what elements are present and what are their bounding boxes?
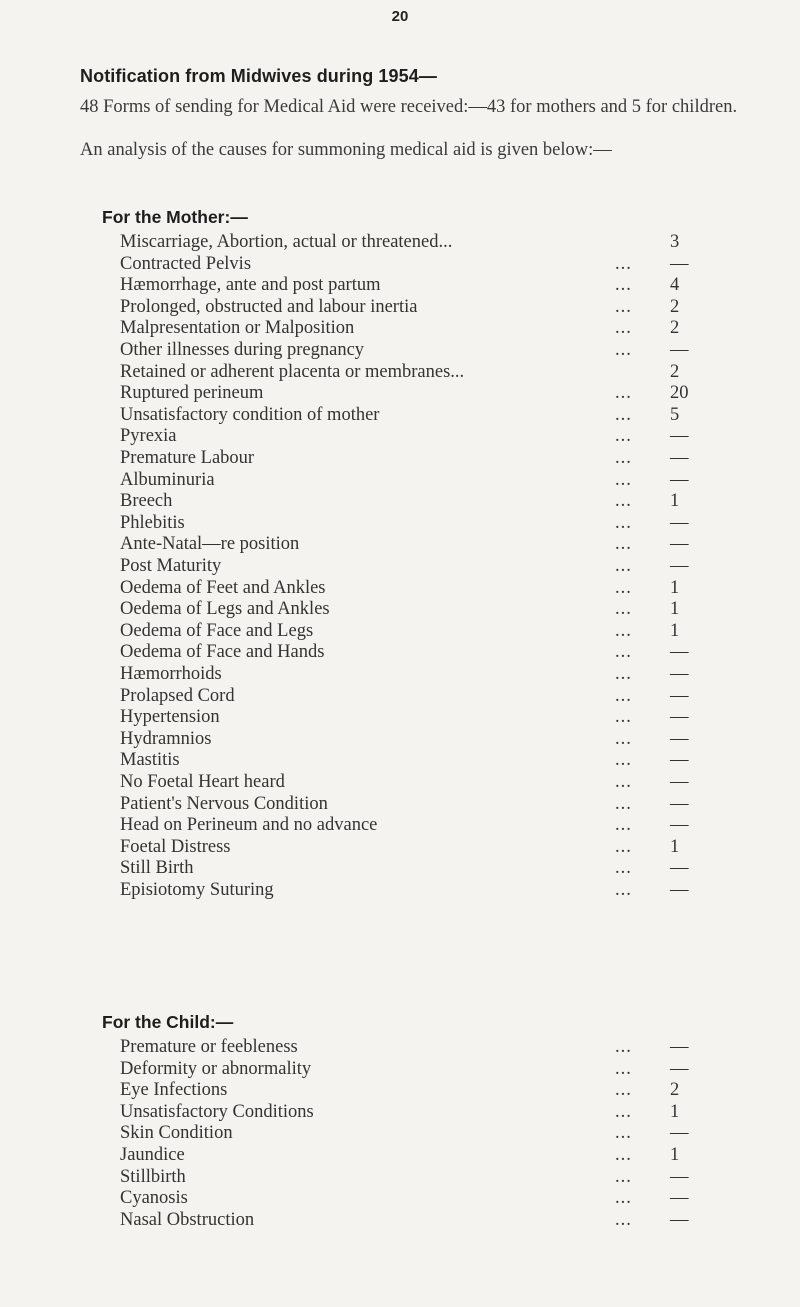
cause-row — [120, 425, 700, 447]
leader-dots: ... — [615, 340, 632, 360]
cause-row — [120, 706, 700, 728]
cause-row — [120, 577, 700, 599]
child-section-title: For the Child:— — [102, 1012, 234, 1032]
leader-dots: ... — [615, 599, 632, 620]
cause-count: 1 — [670, 1101, 680, 1122]
leader-dots: ... — [615, 858, 632, 879]
cause-count: 3 — [670, 232, 680, 252]
mother-section-title: For the Mother:— — [102, 207, 248, 227]
cause-row — [120, 512, 700, 534]
cause-label: Mastitis — [120, 750, 180, 771]
cause-label: No Foetal Heart heard — [120, 772, 285, 792]
cause-label: Unsatisfactory Conditions — [120, 1101, 314, 1122]
cause-count: — — [670, 858, 689, 879]
cause-count: — — [670, 426, 689, 447]
leader-dots: ... — [615, 793, 632, 814]
cause-label: Phlebitis — [120, 512, 185, 533]
cause-count: — — [670, 685, 689, 706]
cause-row — [120, 793, 700, 815]
cause-label: Post Maturity — [120, 556, 222, 576]
cause-count: — — [670, 815, 689, 836]
cause-count: — — [670, 340, 689, 360]
cause-row — [120, 728, 700, 750]
cause-row — [120, 663, 700, 685]
cause-label: Hydramnios — [120, 728, 212, 749]
cause-row — [120, 1122, 700, 1144]
cause-count: — — [670, 664, 689, 684]
cause-row — [120, 274, 700, 296]
leader-dots: ... — [615, 577, 632, 598]
cause-count: — — [670, 707, 689, 728]
leader-dots: ... — [615, 1209, 632, 1230]
cause-label: Premature Labour — [120, 448, 255, 468]
cause-count: 2 — [670, 318, 680, 339]
cause-count: 1 — [670, 491, 680, 512]
leader-dots: ... — [615, 383, 632, 404]
cause-row — [120, 641, 700, 663]
leader-dots: ... — [615, 1080, 632, 1101]
leader-dots: ... — [615, 620, 632, 641]
cause-row — [120, 620, 700, 642]
leader-dots: ... — [615, 836, 632, 857]
leader-dots: ... — [615, 534, 632, 555]
leader-dots: ... — [615, 1188, 632, 1209]
page-number: 20 — [391, 8, 409, 25]
leader-dots: ... — [615, 296, 632, 317]
cause-count: 5 — [670, 404, 680, 425]
cause-label: Oedema of Face and Hands — [120, 642, 325, 663]
leader-dots: ... — [615, 275, 632, 296]
cause-label: Deformity or abnormality — [120, 1058, 312, 1079]
cause-row — [120, 685, 700, 707]
cause-row — [120, 231, 700, 253]
cause-count: — — [670, 469, 689, 490]
analysis-paragraph: An analysis of the causes for summoning medical aid is given below:— — [80, 140, 612, 160]
leader-dots: ... — [615, 707, 632, 728]
leader-dots: ... — [615, 685, 632, 706]
cause-row — [120, 1036, 700, 1058]
leader-dots: ... — [615, 426, 632, 447]
leader-dots: ... — [615, 491, 632, 512]
leader-dots: ... — [615, 556, 632, 576]
cause-count: — — [670, 1123, 689, 1144]
cause-row — [120, 814, 700, 836]
cause-label: Still Birth — [120, 858, 194, 879]
leader-dots: ... — [615, 1101, 632, 1122]
leader-dots: ... — [615, 469, 632, 490]
cause-count: — — [670, 556, 689, 576]
cause-row — [120, 555, 700, 577]
cause-label: Foetal Distress — [120, 836, 231, 857]
leader-dots: ... — [615, 253, 632, 274]
cause-label: Eye Infections — [120, 1080, 228, 1101]
cause-label: Prolonged, obstructed and labour inertia — [120, 296, 418, 317]
cause-label: Skin Condition — [120, 1123, 233, 1144]
cause-label: Head on Perineum and no advance — [120, 815, 378, 836]
cause-count: 2 — [670, 296, 680, 317]
cause-row — [120, 296, 700, 318]
cause-label: Ante-Natal—re position — [120, 534, 300, 555]
leader-dots: ... — [615, 448, 632, 468]
cause-label: Hypertension — [120, 707, 220, 728]
cause-count: 2 — [670, 1080, 680, 1101]
leader-dots: ... — [615, 1123, 632, 1144]
leader-dots: ... — [615, 750, 632, 771]
cause-label: Premature or feebleness — [120, 1037, 298, 1057]
cause-row — [120, 1166, 700, 1188]
cause-row — [120, 857, 700, 879]
cause-label: Unsatisfactory condition of mother — [120, 404, 380, 425]
cause-count: 20 — [670, 383, 689, 404]
cause-count: — — [670, 1037, 689, 1057]
cause-row — [120, 1187, 700, 1209]
cause-count: 1 — [670, 620, 680, 641]
cause-row — [120, 771, 700, 793]
leader-dots: ... — [615, 880, 632, 900]
cause-label: Hæmorrhage, ante and post partum — [120, 275, 381, 296]
cause-row — [120, 1058, 700, 1080]
cause-count: — — [670, 642, 689, 663]
cause-label: Breech — [120, 491, 173, 512]
leader-dots: ... — [615, 512, 632, 533]
cause-count: — — [670, 1209, 689, 1230]
cause-label: Jaundice — [120, 1145, 185, 1165]
cause-label: Hæmorrhoids — [120, 664, 222, 684]
cause-count: — — [670, 253, 689, 274]
cause-row — [120, 382, 700, 404]
leader-dots: ... — [615, 772, 632, 792]
cause-row — [120, 361, 700, 383]
cause-row — [120, 749, 700, 771]
leader-dots: ... — [615, 728, 632, 749]
cause-count: 1 — [670, 836, 680, 857]
cause-label: Pyrexia — [120, 426, 177, 447]
cause-label: Oedema of Legs and Ankles — [120, 599, 330, 620]
cause-label: Oedema of Face and Legs — [120, 620, 314, 641]
cause-row — [120, 879, 700, 901]
cause-label: Patient's Nervous Condition — [120, 793, 328, 814]
cause-label: Retained or adherent placenta or membranes... — [120, 361, 465, 382]
cause-label: Cyanosis — [120, 1188, 188, 1209]
cause-row — [120, 1144, 700, 1166]
leader-dots: ... — [615, 318, 632, 339]
leader-dots: ... — [615, 815, 632, 836]
cause-row — [120, 1101, 700, 1123]
leader-dots: ... — [615, 642, 632, 663]
cause-count: — — [670, 448, 689, 468]
cause-row — [120, 598, 700, 620]
cause-count: — — [670, 728, 689, 749]
cause-count: — — [670, 793, 689, 814]
cause-row — [120, 447, 700, 469]
cause-row — [120, 1079, 700, 1101]
intro-paragraph: 48 Forms of sending for Medical Aid were received:—43 for mothers and 5 for children. — [80, 97, 738, 117]
cause-label: Stillbirth — [120, 1166, 186, 1187]
cause-label: Albuminuria — [120, 469, 215, 490]
cause-row — [120, 404, 700, 426]
cause-label: Ruptured perineum — [120, 383, 264, 404]
cause-label: Other illnesses during pregnancy — [120, 340, 365, 360]
cause-label: Malpresentation or Malposition — [120, 318, 355, 339]
cause-count: 1 — [670, 599, 680, 620]
cause-row — [120, 469, 700, 491]
cause-count: — — [670, 750, 689, 771]
cause-row — [120, 317, 700, 339]
cause-count: — — [670, 772, 689, 792]
notification-heading: Notification from Midwives during 1954— — [80, 66, 437, 86]
cause-count: — — [670, 512, 689, 533]
leader-dots: ... — [615, 1037, 632, 1057]
cause-label: Episiotomy Suturing — [120, 880, 274, 900]
cause-row — [120, 836, 700, 858]
cause-count: 1 — [670, 1145, 680, 1165]
cause-count: — — [670, 1058, 689, 1079]
leader-dots: ... — [615, 1145, 632, 1165]
cause-row — [120, 490, 700, 512]
cause-count: 4 — [670, 275, 680, 296]
cause-label: Contracted Pelvis — [120, 253, 252, 274]
cause-count: 2 — [670, 361, 680, 382]
cause-count: 1 — [670, 577, 680, 598]
cause-label: Oedema of Feet and Ankles — [120, 577, 326, 598]
cause-row — [120, 533, 700, 555]
cause-row — [120, 339, 700, 361]
cause-count: — — [670, 1188, 689, 1209]
cause-count: — — [670, 534, 689, 555]
cause-label: Prolapsed Cord — [120, 685, 235, 706]
leader-dots: ... — [615, 664, 632, 684]
cause-label: Miscarriage, Abortion, actual or threatened... — [120, 232, 453, 252]
leader-dots: ... — [615, 1166, 632, 1187]
cause-row — [120, 253, 700, 275]
leader-dots: ... — [615, 1058, 632, 1079]
cause-row — [120, 1209, 700, 1231]
cause-label: Nasal Obstruction — [120, 1209, 255, 1230]
leader-dots: ... — [615, 404, 632, 425]
cause-count: — — [670, 1166, 689, 1187]
cause-count: — — [670, 880, 689, 900]
